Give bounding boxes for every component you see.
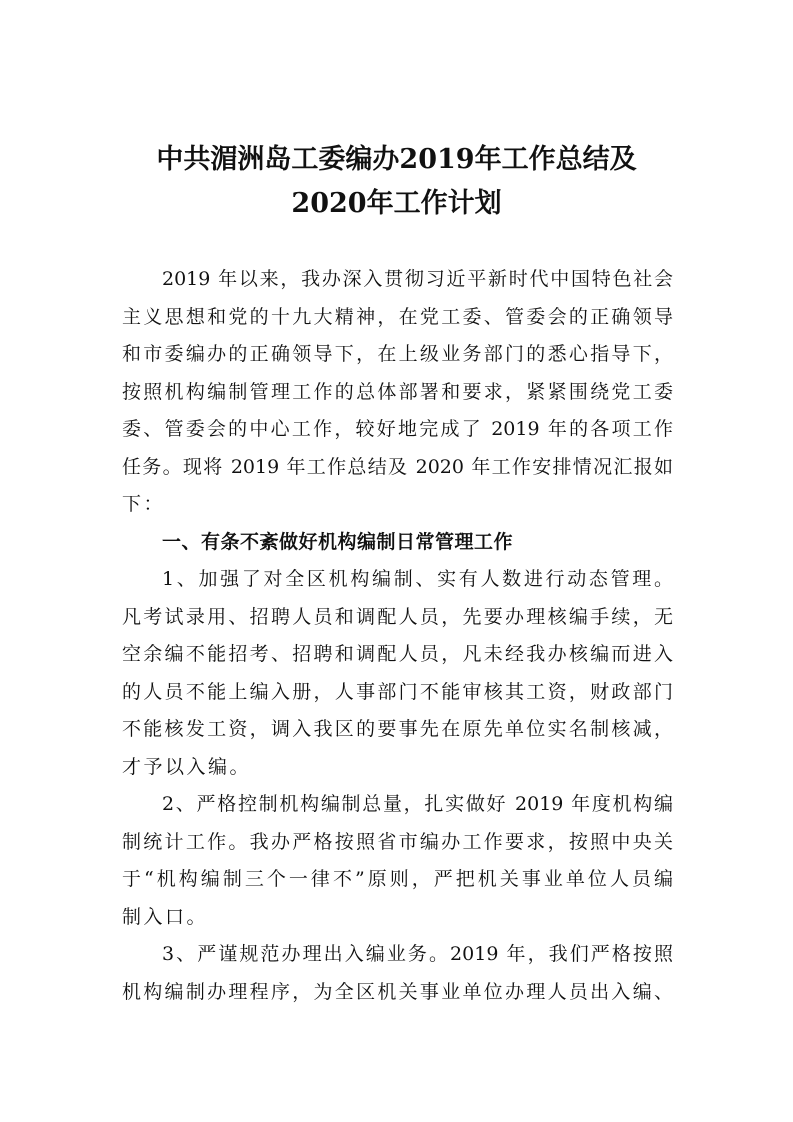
text-line: 机构编制办理程序，为全区机关事业单位办理人员出入编、 <box>122 980 673 1003</box>
text-line: 才予以入编。 <box>122 755 252 778</box>
text-line: 按照机构编制管理工作的总体部署和要求，紧紧围绕党工委 <box>122 380 673 403</box>
text-line: 凡考试录用、招聘人员和调配人员，先要办理核编手续，无 <box>122 605 673 628</box>
text-line: 空余编不能招考、招聘和调配人员，凡未经我办核编而进入 <box>122 643 673 665</box>
text-line: 和市委编办的正确领导下，在上级业务部门的悉心指导下， <box>122 343 673 365</box>
text-line: 主义思想和党的十九大精神，在党工委、管委会的正确领导 <box>122 305 673 328</box>
text-line: 委、管委会的中心工作，较好地完成了 2019 年的各项工作 <box>122 418 673 440</box>
text-line: 1、加强了对全区机构编制、实有人数进行动态管理。 <box>162 568 673 590</box>
text-line: 3、严谨规范办理出入编业务。2019 年，我们严格按照 <box>162 943 673 965</box>
document-body <box>122 261 673 1011</box>
text-line: 下： <box>122 493 166 515</box>
paragraph <box>122 786 673 936</box>
paragraph <box>122 261 673 524</box>
document-title-line-1: 中共湄洲岛工委编办2019年工作总结及 <box>156 144 637 175</box>
text-line: 不能核发工资，调入我区的要事先在原先单位实名制核减， <box>122 718 673 740</box>
paragraph <box>122 561 673 786</box>
document-title-line-2: 2020年工作计划 <box>291 188 502 219</box>
text-line: 制统计工作。我办严格按照省市编办工作要求，按照中央关 <box>122 830 673 853</box>
text-line: 2019 年以来，我办深入贯彻习近平新时代中国特色社会 <box>162 268 673 290</box>
section-heading <box>122 524 673 562</box>
text-line: 一、有条不紊做好机构编制日常管理工作 <box>162 530 514 553</box>
text-line: 任务。现将 2019 年工作总结及 2020 年工作安排情况汇报如 <box>122 455 673 478</box>
text-line: 的人员不能上编入册，人事部门不能审核其工资，财政部门 <box>122 680 673 703</box>
text-line: 制入口。 <box>122 905 209 928</box>
paragraph <box>122 936 673 1011</box>
text-line: 于“机构编制三个一律不”原则，严把机关事业单位人员编 <box>122 868 673 890</box>
text-line: 2、严格控制机构编制总量，扎实做好 2019 年度机构编 <box>162 793 673 815</box>
